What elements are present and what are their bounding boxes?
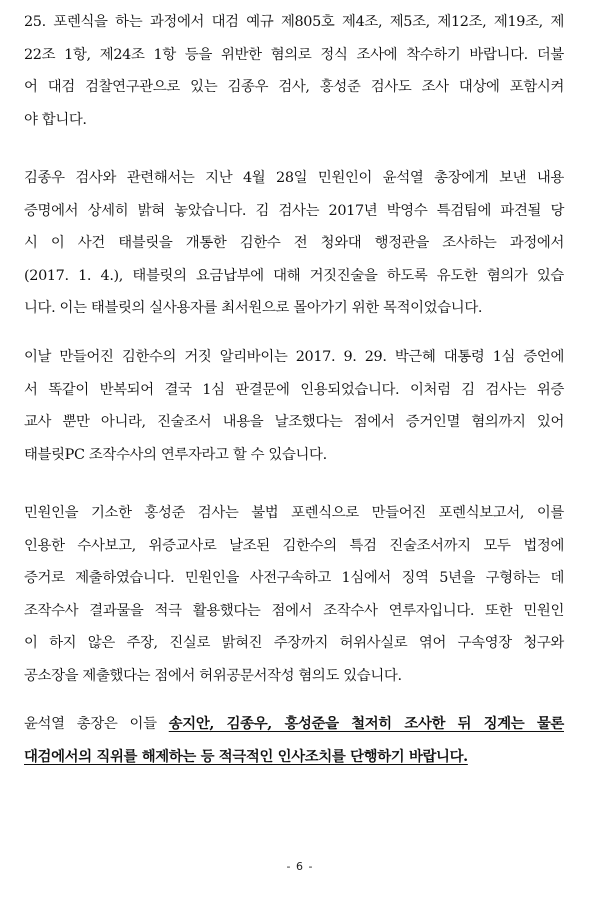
- page-number: - 6 -: [286, 860, 314, 873]
- text-line: 야 합니다.: [24, 111, 87, 128]
- text-line: [24, 708, 564, 741]
- text-line: 조작수사 결과물을 적극 활용했다는 점에서 조작수사 연루자입니다. 또한 민원인: [24, 602, 564, 619]
- paragraph-hong-seongjun: [24, 497, 564, 692]
- text-line: 김종우 검사와 관련해서는 지난 4월 28일 민원인이 윤석열 총장에게 보낸 내용: [24, 170, 564, 186]
- text-line: 공소장을 제출했다는 점에서 허위공문서작성 혐의도 있습니다.: [24, 667, 402, 684]
- text-line: 증명에서 상세히 밝혀 놓았습니다. 김 검사는 2017년 박영수 특검팀에 파견될 당: [24, 202, 565, 219]
- text-line: 태블릿PC 조작수사의 연루자라고 할 수 있습니다.: [24, 446, 327, 463]
- paragraph-forensic-investigation: [24, 6, 564, 136]
- paragraph-kim-jongwoo: [24, 162, 564, 325]
- request-lead-text: 윤석열 총장은 이들: [24, 716, 169, 732]
- text-line: 인용한 수사보고, 위증교사로 날조된 김한수의 특검 진술조서까지 모두 법정에: [24, 537, 564, 554]
- emphasized-request-text: 대검에서의 직위를 해제하는 등 적극적인 인사조치를 단행하기 바랍니다.: [24, 747, 468, 765]
- paragraph-false-alibi: [24, 341, 564, 471]
- text-line: 니다. 이는 태블릿의 실사용자를 최서원으로 몰아가기 위한 목적이었습니다.: [24, 300, 483, 316]
- text-line: (2017. 1. 4.), 태블릿의 요금납부에 대해 거짓진술을 하도록 유도한 혐의가 있습: [24, 267, 564, 284]
- text-line: 민원인을 기소한 홍성준 검사는 불법 포렌식으로 만들어진 포렌식보고서, 이를: [24, 505, 564, 521]
- text-line: 교사 뿐만 아니라, 진술조서 내용을 날조했다는 점에서 증거인멸 혐의까지 있어: [24, 414, 564, 430]
- text-line: 22조 1항, 제24조 1항 등을 위반한 혐의로 정식 조사에 착수하기 바랍니다. 더불: [24, 46, 564, 63]
- paragraph-disciplinary-request: [24, 708, 564, 773]
- text-line: 서 똑같이 반복되어 결국 1심 판결문에 인용되었습니다. 이처럼 김 검사는 위증: [24, 381, 564, 398]
- text-line: 25. 포렌식을 하는 과정에서 대검 예규 제805호 제4조, 제5조, 제12조, 제19조, 제: [24, 14, 564, 30]
- text-line: 어 대검 검찰연구관으로 있는 김종우 검사, 홍성준 검사도 조사 대상에 포함시켜: [24, 79, 564, 95]
- text-line: [24, 741, 564, 774]
- text-line: 증거로 제출하였습니다. 민원인을 사전구속하고 1심에서 징역 5년을 구형하는 데: [24, 570, 564, 586]
- text-line: 이 하지 않은 주장, 진실로 밝혀진 주장까지 허위사실로 엮어 구속영장 청구와: [24, 635, 564, 651]
- text-line: 시 이 사건 태블릿을 개통한 김한수 전 청와대 행정관을 조사하는 과정에서: [24, 235, 564, 251]
- emphasized-request-text: 송지안, 김종우, 홍성준을 철저히 조사한 뒤 징계는 물론: [168, 715, 564, 732]
- text-line: 이날 만들어진 김한수의 거짓 알리바이는 2017. 9. 29. 박근혜 대통령 1심 증언에: [24, 349, 564, 365]
